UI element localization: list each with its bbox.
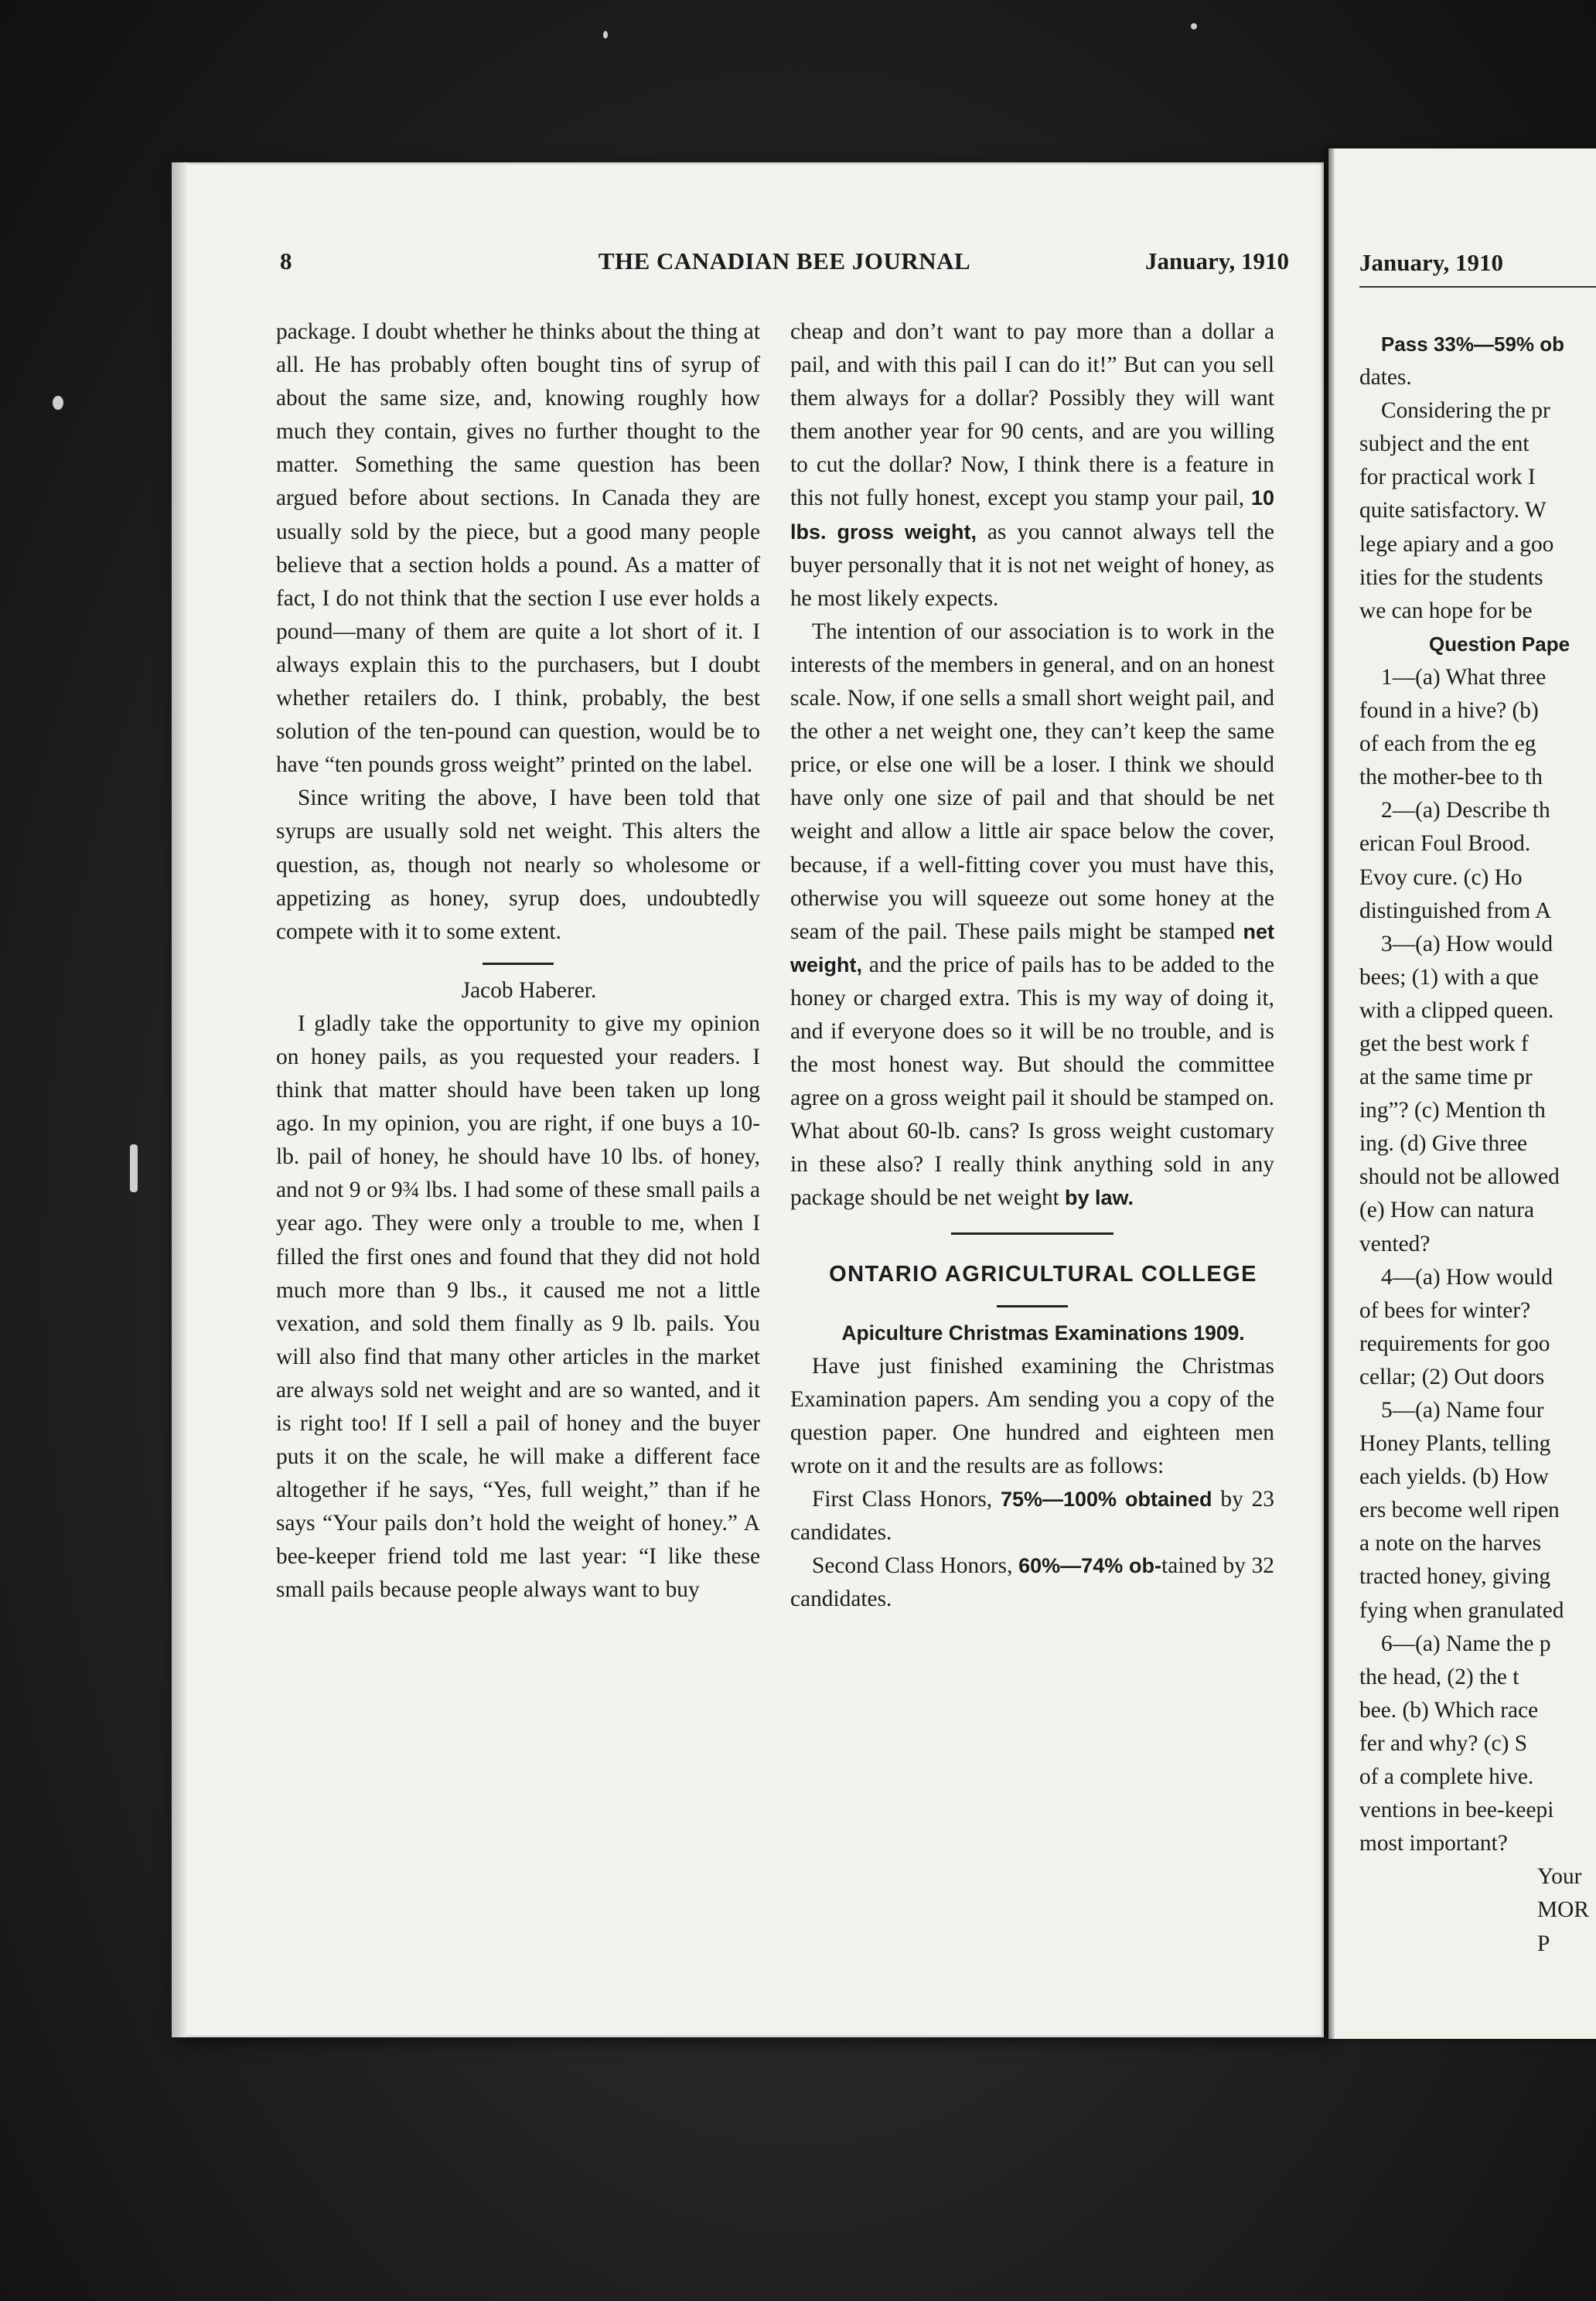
left-column — [276, 315, 760, 1607]
text-line: Honey Plants, telling — [1359, 1431, 1551, 1457]
text-line: with a clipped queen. — [1359, 997, 1554, 1023]
text-line: subject and the ent — [1359, 431, 1530, 457]
issue-date: January, 1910 — [1359, 249, 1504, 276]
text-line: ventions in bee-keepi — [1359, 1798, 1554, 1823]
paragraph: First Class Honors, 75%—100% obtained by 23 candidates. — [790, 1487, 1274, 1546]
text-line: Evoy cure. (c) Ho — [1359, 864, 1523, 890]
right-page — [1328, 148, 1596, 2039]
scan-speck — [1191, 23, 1197, 29]
text-line: ities for the students — [1359, 564, 1543, 590]
section-divider — [951, 1232, 1113, 1235]
text-line: we can hope for be — [1359, 598, 1533, 623]
text-line: at the same time pr — [1359, 1065, 1533, 1090]
text-line: vented? — [1359, 1231, 1431, 1256]
right-page-text — [1359, 328, 1596, 1961]
text-line: 2—(a) Describe th — [1381, 798, 1550, 823]
text-line: Pass 33%—59% ob — [1381, 332, 1565, 356]
section-divider — [483, 963, 554, 965]
text-line: for practical work I — [1359, 465, 1536, 490]
right-column — [790, 315, 1274, 1616]
text-line: of bees for winter? — [1359, 1297, 1531, 1323]
text-line: most important? — [1359, 1831, 1508, 1856]
scan-speck — [603, 31, 608, 39]
text-line: of a complete hive. — [1359, 1764, 1534, 1790]
paragraph: Have just finished examining the Christmas Examination papers. Am sending you a copy of the question paper. One hundred and eighteen men wrote on it and the results are as follows: — [790, 1353, 1274, 1478]
text-line: each yields. (b) How — [1359, 1464, 1549, 1490]
text-line: 4—(a) How would — [1381, 1264, 1553, 1290]
paragraph: package. I doubt whether he thinks about the thing at all. He has probably often bought tins of syrup of about the same size, and, knowing roughly how much they contain, gives no further thought to the matter. Something the same question has been argued before about sections. In Canada they are usually sold by the piece, but a good many people believe that a section holds a pound. As a matter of fact, I do not think that the section I use ever holds a pound—many of them are quite a lot short of it. I always explain this to the purchasers, but I doubt whether retailers do. I think, probably, the best solution of the ten-pound can question, would be to have “ten pounds gross weight” printed on the label. — [276, 319, 760, 778]
text-line: 5—(a) Name four — [1381, 1398, 1544, 1423]
article-subheading: Apiculture Christmas Examinations 1909. — [841, 1321, 1245, 1345]
text-line: (e) How can natura — [1359, 1198, 1535, 1223]
page-number: 8 — [280, 247, 292, 274]
section-divider — [997, 1305, 1068, 1307]
text-line: P — [1537, 1931, 1550, 1956]
text-line: tracted honey, giving — [1359, 1564, 1551, 1590]
text-line: fying when granulated — [1359, 1597, 1564, 1623]
text-line: 1—(a) What three — [1381, 664, 1547, 690]
text-line: Considering the pr — [1381, 398, 1550, 424]
text-line: cellar; (2) Out doors — [1359, 1364, 1545, 1389]
text-line: ing. (d) Give three — [1359, 1131, 1528, 1157]
text-line: distinguished from A — [1359, 898, 1552, 923]
text-line: bee. (b) Which race — [1359, 1697, 1539, 1723]
text-line: Your — [1537, 1864, 1582, 1890]
text-line: the mother-bee to th — [1359, 765, 1543, 790]
text-line: dates. — [1359, 365, 1412, 390]
text-line: erican Foul Brood. — [1359, 831, 1531, 857]
issue-date: January, 1910 — [1144, 247, 1289, 274]
text-line: ing”? (c) Mention th — [1359, 1098, 1546, 1123]
text-line: MOR — [1537, 1897, 1589, 1923]
scan-speck — [130, 1144, 138, 1192]
header-rule — [1359, 286, 1596, 288]
paragraph: The intention of our association is to work in the interests of the members in general, and on an honest scale. Now, if one sells a small short weight pail, and the other a net weight one, they can’t keep the same price, or else one will be a loser. I think we should have only one size of pail and that should be net weight and allow a little air space below the cover, because, if a well-fitting cover you must have this, otherwise you will squeeze out some honey at the seam of the pail. These pails might be stamped net weight, and the price of pails has to be added to the honey or charged extra. This is my way of doing it, and if everyone does so it will be no trouble, and is the most honest way. But should the committee agree on a gross weight pail it should be stamped on. What about 60-lb. cans? Is gross weight customary in these also? I really think anything sold in any package should be net weight by law. — [790, 619, 1274, 1211]
paragraph: cheap and don’t want to pay more than a dollar a pail, and with this pail I can do it!” But can you sell them always for a dollar? Possibly they will want them another year for 90 cents, and are you willing to cut the dollar? Now, I think there is a feature in this not fully honest, except you stamp your pail, 10 lbs. gross weight, as you cannot always tell the buyer personally that it is not net weight of honey, as he most likely expects. — [790, 319, 1274, 611]
page-header — [280, 247, 1289, 285]
article-headline: ONTARIO AGRICULTURAL COLLEGE — [829, 1261, 1257, 1287]
text-line: a note on the harves — [1359, 1531, 1542, 1556]
text-line: requirements for goo — [1359, 1331, 1550, 1356]
text-line: lege apiary and a goo — [1359, 531, 1554, 557]
author-name: Jacob Haberer. — [461, 977, 597, 1003]
text-line: ers become well ripen — [1359, 1498, 1560, 1523]
text-line: 6—(a) Name the p — [1381, 1631, 1551, 1656]
text-line: quite satisfactory. W — [1359, 498, 1547, 523]
text-line: 3—(a) How would — [1381, 931, 1553, 956]
text-line: Question Pape — [1429, 632, 1570, 656]
text-line: the head, (2) the t — [1359, 1664, 1519, 1689]
text-line: found in a hive? (b) — [1359, 698, 1539, 724]
left-page — [172, 162, 1324, 2037]
paragraph: Second Class Honors, 60%—74% ob-tained by 32 candidates. — [790, 1553, 1274, 1612]
paragraph: Since writing the above, I have been told that syrups are usually sold net weight. This alters the question, as, though not nearly so wholesome or appetizing as honey, syrup does, undoubtedly compete with it to some extent. — [276, 786, 760, 944]
paragraph: I gladly take the opportunity to give my opinion on honey pails, as you requested your readers. I think that matter should have been taken up long ago. In my opinion, you are right, if one buys a 10-lb. pail of honey, he should have 10 lbs. of honey, and not 9 or 9¾ lbs. I had some of these small pails a year ago. They were only a trouble to me, when I filled the first ones and found that they did not hold much more than 9 lbs., it caused me not a little vexation, and sold them finally as 9 lb. pails. You will also find that many other articles in the market are always sold net weight and are so wanted, and it is right too! If I sell a pail of honey and the buyer puts it on the scale, he will make a different face altogether if he says, “Yes, full weight,” than if he says “Your pails don’t hold the weight of honey.” A bee-keeper friend told me last year: “I like these small pails because people always want to buy — [276, 1011, 760, 1603]
text-line: of each from the eg — [1359, 731, 1536, 757]
text-line: get the best work f — [1359, 1031, 1529, 1056]
journal-title: THE CANADIAN BEE JOURNAL — [598, 247, 971, 274]
text-line: bees; (1) with a que — [1359, 964, 1539, 990]
text-line: fer and why? (c) S — [1359, 1730, 1528, 1756]
scan-speck — [53, 396, 63, 410]
text-line: should not be allowed — [1359, 1164, 1560, 1190]
